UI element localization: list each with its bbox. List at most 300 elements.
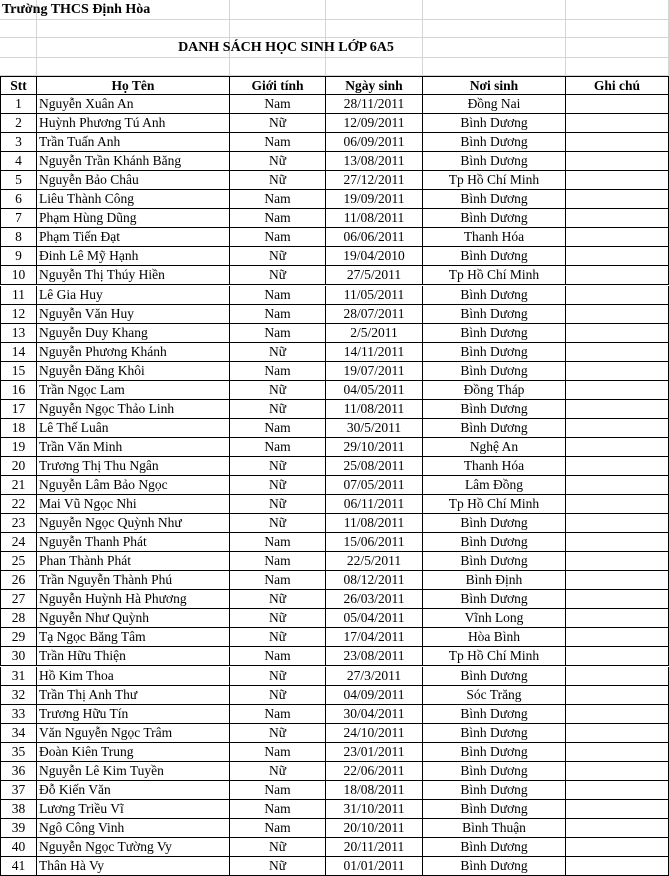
note-cell[interactable]: [566, 209, 669, 228]
dob-cell[interactable]: 31/10/2011: [326, 800, 423, 819]
dob-cell[interactable]: 28/07/2011: [326, 305, 423, 324]
stt-cell[interactable]: 18: [0, 419, 37, 438]
note-cell[interactable]: [566, 286, 669, 305]
table-row: [0, 305, 669, 324]
note-cell[interactable]: [566, 857, 669, 876]
dob-cell[interactable]: 12/09/2011: [326, 114, 423, 133]
name-cell[interactable]: Nguyễn Văn Huy: [37, 305, 230, 324]
gender-cell[interactable]: Nam: [230, 438, 326, 457]
note-cell[interactable]: [566, 628, 669, 647]
note-cell[interactable]: [566, 667, 669, 686]
name-cell[interactable]: Phan Thành Phát: [37, 552, 230, 571]
note-cell[interactable]: [566, 362, 669, 381]
note-cell[interactable]: [566, 762, 669, 781]
note-cell[interactable]: [566, 247, 669, 266]
dob-cell[interactable]: 19/07/2011: [326, 362, 423, 381]
birthplace-cell[interactable]: Lâm Đồng: [423, 476, 566, 495]
stt-cell[interactable]: 9: [0, 247, 37, 266]
gender-cell[interactable]: Nam: [230, 647, 326, 666]
name-cell[interactable]: Trần Văn Minh: [37, 438, 230, 457]
header-dob[interactable]: Ngày sinh: [326, 76, 423, 95]
dob-cell[interactable]: 11/08/2011: [326, 514, 423, 533]
birthplace-cell[interactable]: Bình Dương: [423, 743, 566, 762]
name-cell[interactable]: Nguyễn Duy Khang: [37, 324, 230, 343]
table-row: [0, 724, 669, 743]
birthplace-cell[interactable]: Bình Dương: [423, 400, 566, 419]
name-cell[interactable]: Nguyễn Ngọc Quỳnh Như: [37, 514, 230, 533]
birthplace-cell[interactable]: Bình Dương: [423, 343, 566, 362]
header-gender[interactable]: Giới tính: [230, 76, 326, 95]
stt-cell[interactable]: 20: [0, 457, 37, 476]
dob-cell[interactable]: 07/05/2011: [326, 476, 423, 495]
gender-cell[interactable]: Nam: [230, 743, 326, 762]
birthplace-cell[interactable]: Bình Dương: [423, 533, 566, 552]
stt-cell[interactable]: 11: [0, 286, 37, 305]
name-cell[interactable]: Nguyễn Phương Khánh: [37, 343, 230, 362]
header-name[interactable]: Họ Tên: [37, 76, 230, 95]
note-cell[interactable]: [566, 514, 669, 533]
note-cell[interactable]: [566, 133, 669, 152]
dob-cell[interactable]: 17/04/2011: [326, 628, 423, 647]
dob-cell[interactable]: 22/5/2011: [326, 552, 423, 571]
gender-cell[interactable]: Nam: [230, 95, 326, 114]
dob-cell[interactable]: 11/08/2011: [326, 209, 423, 228]
table-row: [0, 667, 669, 686]
gender-cell[interactable]: Nữ: [230, 457, 326, 476]
birthplace-cell[interactable]: Bình Dương: [423, 247, 566, 266]
name-cell[interactable]: Nguyễn Như Quỳnh: [37, 609, 230, 628]
stt-cell[interactable]: 29: [0, 628, 37, 647]
cell[interactable]: [423, 20, 566, 38]
note-cell[interactable]: [566, 781, 669, 800]
name-cell[interactable]: Trần Nguyễn Thành Phú: [37, 571, 230, 590]
table-row: [0, 705, 669, 724]
birthplace-cell[interactable]: Bình Dương: [423, 152, 566, 171]
gender-cell[interactable]: Nam: [230, 228, 326, 247]
name-cell[interactable]: Nguyễn Xuân An: [37, 95, 230, 114]
birthplace-cell[interactable]: Bình Dương: [423, 114, 566, 133]
name-cell[interactable]: Lương Triều Vĩ: [37, 800, 230, 819]
note-cell[interactable]: [566, 152, 669, 171]
table-row: [0, 647, 669, 666]
header-stt[interactable]: Stt: [0, 76, 37, 95]
stt-cell[interactable]: 3: [0, 133, 37, 152]
table-row: [0, 324, 669, 343]
note-cell[interactable]: [566, 495, 669, 514]
birthplace-cell[interactable]: Đồng Tháp: [423, 381, 566, 400]
dob-cell[interactable]: 25/08/2011: [326, 457, 423, 476]
gender-cell[interactable]: Nữ: [230, 762, 326, 781]
birthplace-cell[interactable]: Bình Dương: [423, 133, 566, 152]
gender-cell[interactable]: Nữ: [230, 381, 326, 400]
name-cell[interactable]: Mai Vũ Ngọc Nhi: [37, 495, 230, 514]
dob-cell[interactable]: 06/09/2011: [326, 133, 423, 152]
gender-cell[interactable]: Nữ: [230, 838, 326, 857]
birthplace-cell[interactable]: Tp Hồ Chí Minh: [423, 495, 566, 514]
cell[interactable]: [230, 58, 326, 76]
stt-cell[interactable]: 40: [0, 838, 37, 857]
note-cell[interactable]: [566, 647, 669, 666]
table-row: [0, 343, 669, 362]
gender-cell[interactable]: Nam: [230, 362, 326, 381]
gender-cell[interactable]: Nữ: [230, 476, 326, 495]
dob-cell[interactable]: 30/5/2011: [326, 419, 423, 438]
stt-cell[interactable]: 14: [0, 343, 37, 362]
birthplace-cell[interactable]: Bình Dương: [423, 857, 566, 876]
name-cell[interactable]: Hồ Kim Thoa: [37, 667, 230, 686]
dob-cell[interactable]: 04/09/2011: [326, 686, 423, 705]
stt-cell[interactable]: 10: [0, 266, 37, 285]
gender-cell[interactable]: Nữ: [230, 495, 326, 514]
dob-cell[interactable]: 2/5/2011: [326, 324, 423, 343]
note-cell[interactable]: [566, 609, 669, 628]
stt-cell[interactable]: 15: [0, 362, 37, 381]
gender-cell[interactable]: Nữ: [230, 247, 326, 266]
birthplace-cell[interactable]: Bình Dương: [423, 324, 566, 343]
stt-cell[interactable]: 16: [0, 381, 37, 400]
name-cell[interactable]: Đinh Lê Mỹ Hạnh: [37, 247, 230, 266]
table-row: [0, 419, 669, 438]
birthplace-cell[interactable]: Bình Dương: [423, 209, 566, 228]
gender-cell[interactable]: Nam: [230, 781, 326, 800]
name-cell[interactable]: Nguyễn Thị Thúy Hiền: [37, 266, 230, 285]
dob-cell[interactable]: 13/08/2011: [326, 152, 423, 171]
gender-cell[interactable]: Nữ: [230, 609, 326, 628]
gender-cell[interactable]: Nữ: [230, 266, 326, 285]
name-cell[interactable]: Lê Thế Luân: [37, 419, 230, 438]
note-cell[interactable]: [566, 724, 669, 743]
cell[interactable]: [0, 20, 37, 38]
dob-cell[interactable]: 26/03/2011: [326, 590, 423, 609]
name-cell[interactable]: Đoàn Kiên Trung: [37, 743, 230, 762]
birthplace-cell[interactable]: Hòa Bình: [423, 628, 566, 647]
gender-cell[interactable]: Nam: [230, 324, 326, 343]
gender-cell[interactable]: Nam: [230, 819, 326, 838]
stt-cell[interactable]: 36: [0, 762, 37, 781]
birthplace-cell[interactable]: Thanh Hóa: [423, 457, 566, 476]
stt-cell[interactable]: 24: [0, 533, 37, 552]
birthplace-cell[interactable]: Bình Dương: [423, 552, 566, 571]
table-row: [0, 190, 669, 209]
name-cell[interactable]: Đỗ Kiến Văn: [37, 781, 230, 800]
birthplace-cell[interactable]: Vĩnh Long: [423, 609, 566, 628]
gender-cell[interactable]: Nam: [230, 705, 326, 724]
stt-cell[interactable]: 37: [0, 781, 37, 800]
stt-cell[interactable]: 12: [0, 305, 37, 324]
gender-cell[interactable]: Nam: [230, 571, 326, 590]
name-cell[interactable]: Trương Thị Thu Ngân: [37, 457, 230, 476]
table-row: [0, 495, 669, 514]
birthplace-cell[interactable]: Bình Dương: [423, 590, 566, 609]
dob-cell[interactable]: 01/01/2011: [326, 857, 423, 876]
cell[interactable]: [326, 58, 423, 76]
gender-cell[interactable]: Nữ: [230, 400, 326, 419]
dob-cell[interactable]: 29/10/2011: [326, 438, 423, 457]
birthplace-cell[interactable]: Nghệ An: [423, 438, 566, 457]
table-row: [0, 438, 669, 457]
note-cell[interactable]: [566, 343, 669, 362]
note-cell[interactable]: [566, 324, 669, 343]
stt-cell[interactable]: 23: [0, 514, 37, 533]
table-row: [0, 209, 669, 228]
gender-cell[interactable]: Nữ: [230, 514, 326, 533]
gender-cell[interactable]: Nam: [230, 190, 326, 209]
birthplace-cell[interactable]: Bình Dương: [423, 190, 566, 209]
gender-cell[interactable]: Nữ: [230, 857, 326, 876]
cell[interactable]: [566, 38, 669, 58]
table-row: [0, 800, 669, 819]
birthplace-cell[interactable]: Tp Hồ Chí Minh: [423, 266, 566, 285]
stt-cell[interactable]: 17: [0, 400, 37, 419]
table-row: [0, 114, 669, 133]
gender-cell[interactable]: Nam: [230, 533, 326, 552]
birthplace-cell[interactable]: Bình Dương: [423, 514, 566, 533]
table-row: [0, 247, 669, 266]
cell[interactable]: [230, 20, 326, 38]
dob-cell[interactable]: 15/06/2011: [326, 533, 423, 552]
stt-cell[interactable]: 8: [0, 228, 37, 247]
note-cell[interactable]: [566, 457, 669, 476]
stt-cell[interactable]: 5: [0, 171, 37, 190]
birthplace-cell[interactable]: Bình Dương: [423, 762, 566, 781]
note-cell[interactable]: [566, 190, 669, 209]
gender-cell[interactable]: Nam: [230, 286, 326, 305]
cell[interactable]: [326, 0, 423, 20]
dob-cell[interactable]: 20/10/2011: [326, 819, 423, 838]
dob-cell[interactable]: 20/11/2011: [326, 838, 423, 857]
name-cell[interactable]: Nguyễn Ngọc Tường Vy: [37, 838, 230, 857]
note-cell[interactable]: [566, 305, 669, 324]
table-row: [0, 819, 669, 838]
gender-cell[interactable]: Nam: [230, 209, 326, 228]
note-cell[interactable]: [566, 533, 669, 552]
birthplace-cell[interactable]: Bình Dương: [423, 838, 566, 857]
name-cell[interactable]: Liêu Thành Công: [37, 190, 230, 209]
cell[interactable]: [566, 0, 669, 20]
name-cell[interactable]: Nguyễn Lê Kim Tuyền: [37, 762, 230, 781]
gender-cell[interactable]: Nữ: [230, 343, 326, 362]
gender-cell[interactable]: Nữ: [230, 628, 326, 647]
stt-cell[interactable]: 38: [0, 800, 37, 819]
dob-cell[interactable]: 04/05/2011: [326, 381, 423, 400]
stt-cell[interactable]: 39: [0, 819, 37, 838]
cell[interactable]: [566, 20, 669, 38]
gender-cell[interactable]: Nữ: [230, 114, 326, 133]
birthplace-cell[interactable]: Bình Dương: [423, 724, 566, 743]
gender-cell[interactable]: Nữ: [230, 171, 326, 190]
note-cell[interactable]: [566, 571, 669, 590]
birthplace-cell[interactable]: Bình Thuận: [423, 819, 566, 838]
note-cell[interactable]: [566, 438, 669, 457]
gender-cell[interactable]: Nam: [230, 552, 326, 571]
name-cell[interactable]: Trần Ngọc Lam: [37, 381, 230, 400]
table-row: [0, 362, 669, 381]
birthplace-cell[interactable]: Bình Dương: [423, 419, 566, 438]
name-cell[interactable]: Huỳnh Phương Tú Anh: [37, 114, 230, 133]
stt-cell[interactable]: 13: [0, 324, 37, 343]
name-cell[interactable]: Trương Hữu Tín: [37, 705, 230, 724]
stt-cell[interactable]: 25: [0, 552, 37, 571]
dob-cell[interactable]: 22/06/2011: [326, 762, 423, 781]
gender-cell[interactable]: Nữ: [230, 590, 326, 609]
name-cell[interactable]: Nguyễn Ngọc Thảo Linh: [37, 400, 230, 419]
stt-cell[interactable]: 28: [0, 609, 37, 628]
stt-cell[interactable]: 19: [0, 438, 37, 457]
table-row: [0, 838, 669, 857]
birthplace-cell[interactable]: Tp Hồ Chí Minh: [423, 647, 566, 666]
dob-cell[interactable]: 11/05/2011: [326, 286, 423, 305]
note-cell[interactable]: [566, 705, 669, 724]
name-cell[interactable]: Thân Hà Vy: [37, 857, 230, 876]
dob-cell[interactable]: 30/04/2011: [326, 705, 423, 724]
stt-cell[interactable]: 2: [0, 114, 37, 133]
cell[interactable]: [230, 0, 326, 20]
note-cell[interactable]: [566, 228, 669, 247]
note-cell[interactable]: [566, 95, 669, 114]
table-row: [0, 628, 669, 647]
cell[interactable]: [0, 58, 37, 76]
note-cell[interactable]: [566, 266, 669, 285]
gender-cell[interactable]: Nữ: [230, 667, 326, 686]
birthplace-cell[interactable]: Sóc Trăng: [423, 686, 566, 705]
dob-cell[interactable]: 24/10/2011: [326, 724, 423, 743]
dob-cell[interactable]: 23/08/2011: [326, 647, 423, 666]
stt-cell[interactable]: 41: [0, 857, 37, 876]
stt-cell[interactable]: 26: [0, 571, 37, 590]
stt-cell[interactable]: 7: [0, 209, 37, 228]
stt-cell[interactable]: 27: [0, 590, 37, 609]
note-cell[interactable]: [566, 476, 669, 495]
name-cell[interactable]: Văn Nguyễn Ngọc Trâm: [37, 724, 230, 743]
table-row: [0, 533, 669, 552]
dob-cell[interactable]: 27/12/2011: [326, 171, 423, 190]
dob-cell[interactable]: 14/11/2011: [326, 343, 423, 362]
table-row: [0, 571, 669, 590]
name-cell[interactable]: Nguyễn Huỳnh Hà Phương: [37, 590, 230, 609]
birthplace-cell[interactable]: Bình Dương: [423, 800, 566, 819]
dob-cell[interactable]: 11/08/2011: [326, 400, 423, 419]
name-cell[interactable]: Phạm Tiến Đạt: [37, 228, 230, 247]
note-cell[interactable]: [566, 381, 669, 400]
name-cell[interactable]: Tạ Ngọc Băng Tâm: [37, 628, 230, 647]
cell[interactable]: [326, 20, 423, 38]
stt-cell[interactable]: 35: [0, 743, 37, 762]
cell[interactable]: [423, 0, 566, 20]
gender-cell[interactable]: Nữ: [230, 152, 326, 171]
birthplace-cell[interactable]: Thanh Hóa: [423, 228, 566, 247]
cell[interactable]: [37, 20, 230, 38]
birthplace-cell[interactable]: Tp Hồ Chí Minh: [423, 171, 566, 190]
stt-cell[interactable]: 22: [0, 495, 37, 514]
gender-cell[interactable]: Nam: [230, 800, 326, 819]
note-cell[interactable]: [566, 171, 669, 190]
stt-cell[interactable]: 21: [0, 476, 37, 495]
school-name[interactable]: Trường THCS Định Hòa: [2, 2, 151, 17]
table-row: [0, 743, 669, 762]
gender-cell[interactable]: Nam: [230, 419, 326, 438]
birthplace-cell[interactable]: Bình Dương: [423, 362, 566, 381]
name-cell[interactable]: Phạm Hùng Dũng: [37, 209, 230, 228]
dob-cell[interactable]: 19/04/2010: [326, 247, 423, 266]
dob-cell[interactable]: 27/3/2011: [326, 667, 423, 686]
dob-cell[interactable]: 18/08/2011: [326, 781, 423, 800]
stt-cell[interactable]: 32: [0, 686, 37, 705]
birthplace-cell[interactable]: Đồng Nai: [423, 95, 566, 114]
header-birthplace[interactable]: Nơi sinh: [423, 76, 566, 95]
school-row: [0, 0, 669, 20]
name-cell[interactable]: Nguyễn Thanh Phát: [37, 533, 230, 552]
note-cell[interactable]: [566, 686, 669, 705]
header-note[interactable]: Ghi chú: [566, 76, 669, 95]
gender-cell[interactable]: Nam: [230, 305, 326, 324]
stt-cell[interactable]: 4: [0, 152, 37, 171]
cell[interactable]: [566, 58, 669, 76]
table-row: [0, 228, 669, 247]
note-cell[interactable]: [566, 819, 669, 838]
birthplace-cell[interactable]: Bình Dương: [423, 705, 566, 724]
stt-cell[interactable]: 1: [0, 95, 37, 114]
dob-cell[interactable]: 06/06/2011: [326, 228, 423, 247]
name-cell[interactable]: Ngô Công Vinh: [37, 819, 230, 838]
note-cell[interactable]: [566, 114, 669, 133]
stt-cell[interactable]: 34: [0, 724, 37, 743]
note-cell[interactable]: [566, 400, 669, 419]
cell[interactable]: [423, 58, 566, 76]
gender-cell[interactable]: Nữ: [230, 724, 326, 743]
dob-cell[interactable]: 27/5/2011: [326, 266, 423, 285]
birthplace-cell[interactable]: Bình Dương: [423, 305, 566, 324]
title-row: [0, 38, 669, 58]
stt-cell[interactable]: 31: [0, 667, 37, 686]
table-row: [0, 400, 669, 419]
table-row: [0, 781, 669, 800]
note-cell[interactable]: [566, 743, 669, 762]
name-cell[interactable]: Nguyễn Bảo Châu: [37, 171, 230, 190]
name-cell[interactable]: Trần Tuấn Anh: [37, 133, 230, 152]
gender-cell[interactable]: Nữ: [230, 686, 326, 705]
stt-cell[interactable]: 33: [0, 705, 37, 724]
birthplace-cell[interactable]: Bình Dương: [423, 781, 566, 800]
name-cell[interactable]: Nguyễn Lâm Bảo Ngọc: [37, 476, 230, 495]
dob-cell[interactable]: 05/04/2011: [326, 609, 423, 628]
dob-cell[interactable]: 19/09/2011: [326, 190, 423, 209]
name-cell[interactable]: Trần Thị Anh Thư: [37, 686, 230, 705]
note-cell[interactable]: [566, 419, 669, 438]
stt-cell[interactable]: 6: [0, 190, 37, 209]
dob-cell[interactable]: 28/11/2011: [326, 95, 423, 114]
name-cell[interactable]: Nguyễn Trần Khánh Băng: [37, 152, 230, 171]
birthplace-cell[interactable]: Bình Dương: [423, 286, 566, 305]
birthplace-cell[interactable]: Bình Định: [423, 571, 566, 590]
birthplace-cell[interactable]: Bình Dương: [423, 667, 566, 686]
note-cell[interactable]: [566, 552, 669, 571]
cell[interactable]: [37, 58, 230, 76]
list-title[interactable]: DANH SÁCH HỌC SINH LỚP 6A5: [178, 40, 394, 55]
name-cell[interactable]: Nguyễn Đăng Khôi: [37, 362, 230, 381]
dob-cell[interactable]: 23/01/2011: [326, 743, 423, 762]
note-cell[interactable]: [566, 838, 669, 857]
name-cell[interactable]: Lê Gia Huy: [37, 286, 230, 305]
name-cell[interactable]: Trần Hữu Thiện: [37, 647, 230, 666]
note-cell[interactable]: [566, 800, 669, 819]
dob-cell[interactable]: 08/12/2011: [326, 571, 423, 590]
dob-cell[interactable]: 06/11/2011: [326, 495, 423, 514]
table-row: [0, 286, 669, 305]
stt-cell[interactable]: 30: [0, 647, 37, 666]
table-row: [0, 686, 669, 705]
note-cell[interactable]: [566, 590, 669, 609]
gender-cell[interactable]: Nam: [230, 133, 326, 152]
